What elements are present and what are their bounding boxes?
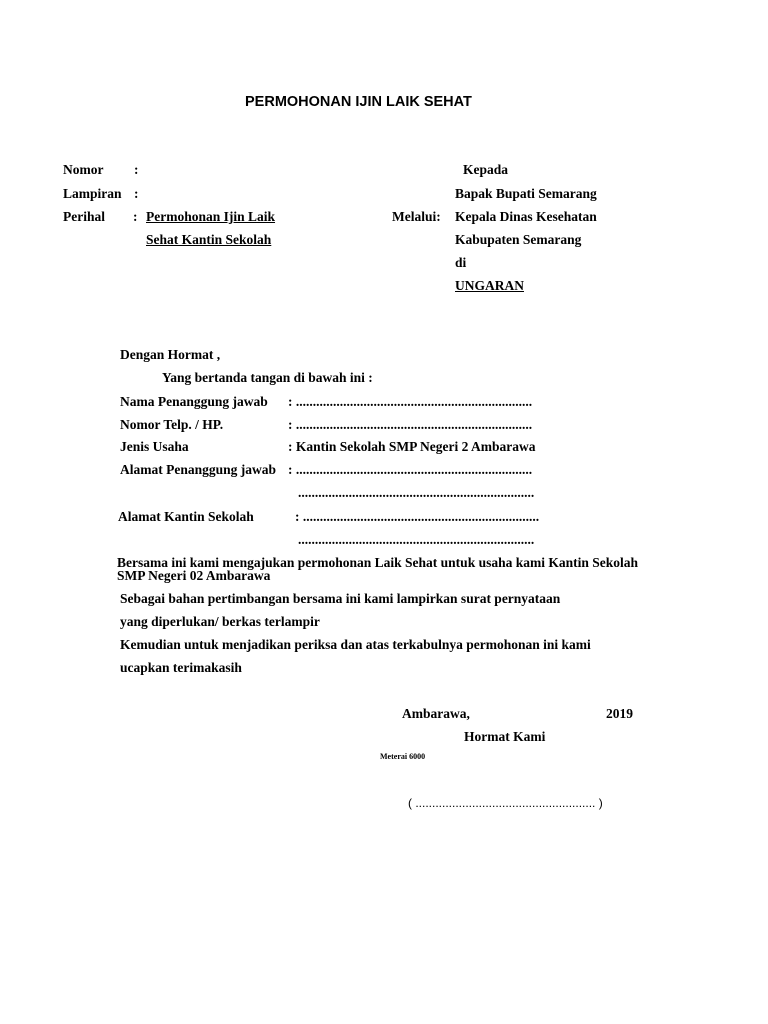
nama-value: : ......................................................................	[288, 394, 533, 409]
telp-value: : ......................................................................	[288, 417, 533, 432]
via: Kepala Dinas Kesehatan	[455, 209, 597, 224]
alamat-pj-value-2: ......................................................................	[298, 485, 535, 500]
perihal-line-2: Sehat Kantin Sekolah	[146, 232, 272, 247]
signature-year: 2019	[606, 706, 633, 721]
recipient: Bapak Bupati Semarang	[455, 186, 597, 201]
signature-name-placeholder: ( ...................................................... )	[408, 796, 603, 810]
paragraph-3-line-1: Kemudian untuk menjadikan periksa dan atas terkabulnya permohonan ini kami	[120, 637, 591, 652]
jenis-label: Jenis Usaha	[120, 439, 189, 454]
alamat-kantin-value-2: ......................................................................	[298, 532, 535, 547]
jenis-value: : Kantin Sekolah SMP Negeri 2 Ambarawa	[288, 439, 536, 454]
telp-label: Nomor Telp. / HP.	[120, 417, 224, 432]
stamp-label: Meterai 6000	[380, 752, 426, 761]
signature-closing: Hormat Kami	[464, 729, 546, 744]
signature-place: Ambarawa,	[402, 706, 470, 721]
lampiran-label: Lampiran	[63, 186, 122, 201]
perihal-line-1: Permohonan Ijin Laik	[146, 209, 276, 224]
perihal-colon: :	[133, 209, 138, 224]
melalui-label: Melalui:	[392, 209, 441, 224]
nama-label: Nama Penanggung jawab	[120, 394, 268, 409]
nomor-colon: :	[134, 162, 139, 177]
alamat-kantin-label: Alamat Kantin Sekolah	[118, 509, 254, 524]
perihal-label: Perihal	[63, 209, 105, 224]
alamat-kantin-value: : ......................................................................	[295, 509, 540, 524]
alamat-pj-value: : ......................................................................	[288, 462, 533, 477]
kepada-label: Kepada	[463, 162, 509, 177]
lampiran-colon: :	[134, 186, 139, 201]
paragraph-2-line-1: Sebagai bahan pertimbangan bersama ini kami lampirkan surat pernyataan	[120, 591, 561, 606]
greeting: Dengan Hormat ,	[120, 347, 221, 362]
city: UNGARAN	[455, 278, 524, 293]
paragraph-2-line-2: yang diperlukan/ berkas terlampir	[120, 614, 320, 629]
alamat-pj-label: Alamat Penanggung jawab	[120, 462, 277, 477]
page-title: PERMOHONAN IJIN LAIK SEHAT	[245, 94, 472, 110]
paragraph-3-line-2: ucapkan terimakasih	[120, 660, 242, 675]
di-label: di	[455, 255, 467, 270]
paragraph-1-line-1: Bersama ini kami mengajukan permohonan Laik Sehat untuk usaha kami Kantin Sekolah	[117, 555, 639, 570]
nomor-label: Nomor	[63, 162, 104, 177]
paragraph-1-line-2: SMP Negeri 02 Ambarawa	[117, 568, 271, 583]
intro: Yang bertanda tangan di bawah ini :	[162, 370, 373, 385]
via-region: Kabupaten Semarang	[455, 232, 582, 247]
